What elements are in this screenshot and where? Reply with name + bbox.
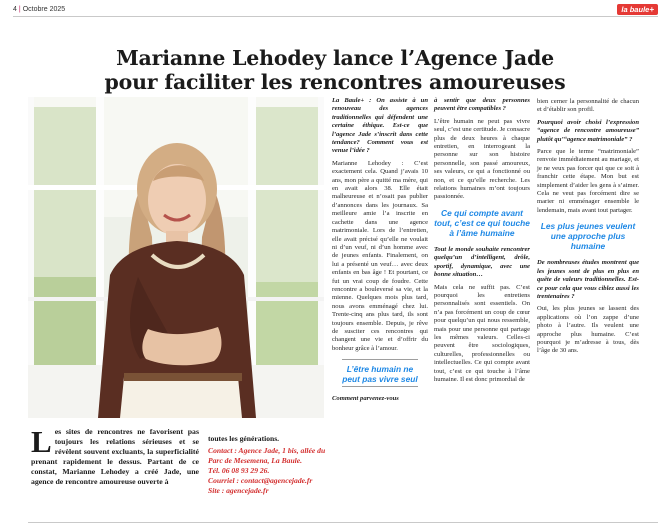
title-line-2: pour faciliter les rencontres amoureuses [104,70,566,94]
contact-address: Contact : Agence Jade, 1 bis, allée du Parc de Mesemena, La Baule. [208,446,326,465]
answer-5: Oui, les plus jeunes se lassent des applications où l’on zappe d’une photo à l’autre. Ils veulent une approche plus humaine. C’est pourquoi je m’adresse à tous, dès l’âge de 30 ans. [537,305,639,355]
question-4: Pourquoi avoir choisi l’expression “agence de rencontre amoureuse” plutôt qu’“agence matrimoniale” ? [537,118,639,143]
text-column-2 [434,97,530,388]
answer-3: Mais cela ne suffit pas. C’est pourquoi les entretiens personnalisés sont essentiels. On n’a pas forcément un coup de cœur pour quelqu’un qui nous ressemble, mais pour une personne qui partage les mêmes valeurs. Celles-ci peuvent être sociologiques, culturelles, professionnelles ou intellectuelles. Ce qui compte avant tout, c’est ce qui touche à l’âme humaine. Il est donc primordial de [434,283,530,383]
pull-quote-3: Les plus jeunes veulent une approche plus humaine [540,221,636,252]
page-header [13,6,65,13]
brand-logo [617,4,658,15]
contact-box [208,434,328,496]
question-3: Tout le monde souhaite rencontrer quelqu’un d’intelligent, drôle, sportif, dynamique, avec une bonne situation… [434,245,530,279]
question-5: De nombreuses études montrent que les jeunes sont de plus en plus en quête de valeurs traditionnelles. Est-ce pour cela que vous ciblez aussi les trentenaires ? [537,259,639,300]
answer-1: Marianne Lehodey : C’est exactement cela. Quand j’avais 10 ans, mon père a quitté ma mère, qui en avait alors 38. Elle était malheureuse et n’osait pas publier d’annonces dans les journaux. Sa meilleure amie l’a inscrite en cachette dans une agence matrimoniale. Lors de l’entretien, elle avait précisé qu’elle ne voulait ni d’un veuf, ni d’un homme avec de jeunes enfants. Finalement, on lui a présenté un veuf… avec deux enfants en bas âge ! Et pourtant, ce fut un vrai coup de foudre. Cette rencontre a bouleversé sa vie, et la mienne. Quelques mois plus tard, nous avons emménagé chez lui. Trente-cinq ans plus tard, ils sont toujours ensemble. Depuis, je rêve de susciter ces rencontres qui changent une vie et d’offrir du bonheur grâce à l’amour. [332,159,428,352]
issue-date: Octobre 2025 [22,6,66,13]
portrait-photo [28,97,324,418]
article-title [20,46,650,94]
title-line-1: Marianne Lehodey lance l’Agence Jade [116,46,554,70]
contact-website[interactable]: Site : agencejade.fr [208,486,269,495]
contact-phone: Tél. 06 08 93 29 26. [208,466,270,475]
answer-4: Parce que le terme “matrimoniale” renvoie immédiatement au mariage, et je ne veux pas forcer qui que ce soit à franchir cette étape. Mon but est simplement d’aider les gens à s’aimer. Cela ne veut pas forcément dire se marier ni emménager ensemble le lendemain, mais avant tout partager. [537,148,639,214]
contact-info [208,446,328,496]
page-number: 4 [13,6,17,13]
portrait-illustration [28,97,324,418]
footer-divider [28,522,658,523]
pull-quote-2: Ce qui compte avant tout, c’est ce qui touche à l’âme humaine [434,207,530,238]
brand-plus: + [649,5,654,14]
drop-cap: L [31,424,52,459]
question-2-end: à sentir que deux personnes peuvent être compatibles ? [434,97,530,113]
lead-continuation: toutes les générations. [208,434,280,443]
pull-quote-1: L’être humain ne peut pas vivre seul [342,359,418,387]
text-column-3 [537,98,639,360]
header-separator: | [18,6,21,13]
lead-text: es sites de rencontres ne favorisent pas toujours les relations sérieuses et se révèlent souvent excluants, la superficialité prenant rapidement le dessus. Partant de ce constat, Marianne Lehodey a créé Jade, une agence de rencontre amoureuse ouverte à [31,427,199,486]
question-2-start: Comment parvenez-vous [332,395,399,403]
question-1: La Baule+ : On assiste à un renouveau des agences traditionnelles qui défendent une certaine éthique. Est-ce que l’agence Jade s’inscrit dans cette tendance? Comment vous est venue l’idée ? [332,97,428,155]
text-column-1 [332,97,428,408]
article-lead [31,424,199,487]
header-divider [13,16,658,17]
brand-name: la baule [621,5,650,14]
answer-2: L’être humain ne peut pas vivre seul, c’est une certitude. Je consacre plus de deux heures à chaque entretien, en interrogeant la personne sur son histoire personnelle, son passé amoureux, ses valeurs, ce qui a fonctionné ou non, et ce qu’elle recherche. Les relations humaines m’ont toujours passionnée. [434,117,530,201]
contact-email[interactable]: Courriel : contact@agencejade.fr [208,476,313,485]
answer-3-continued: bien cerner la personnalité de chacun et d’établir son profil. [537,98,639,114]
